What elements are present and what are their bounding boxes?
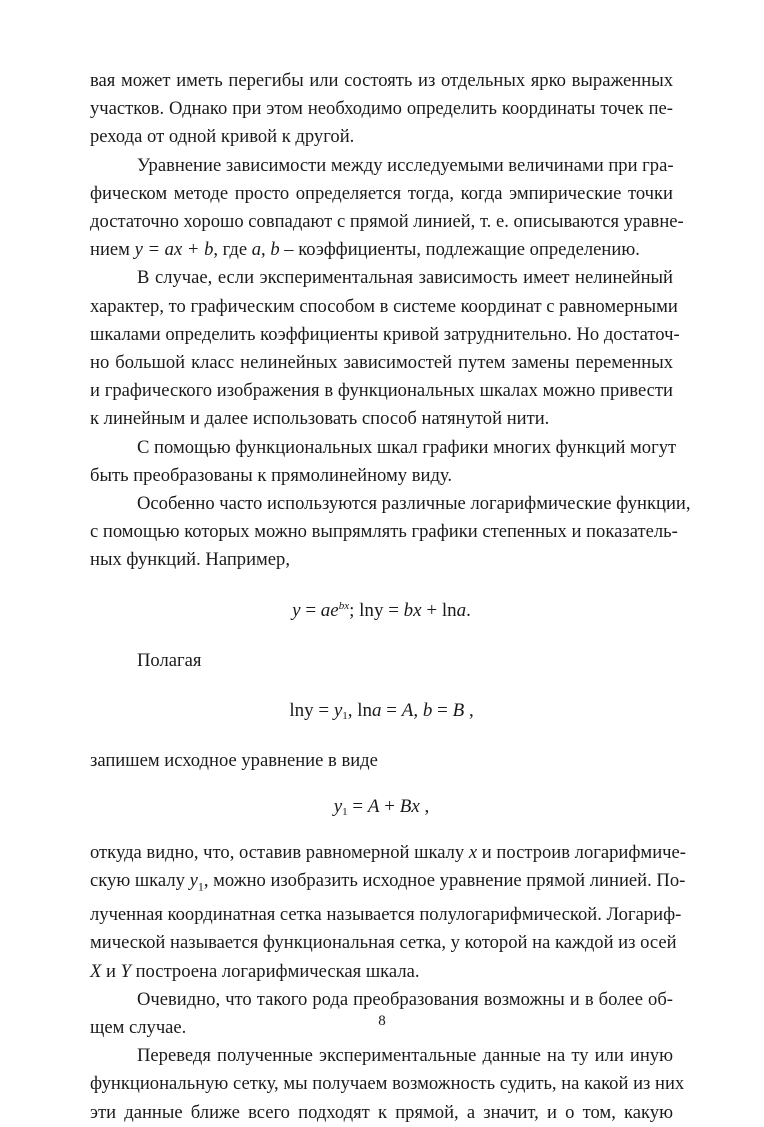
text-line: шкалами определить коэффициенты кривой затруднительно. Но достаточ-: [90, 323, 680, 345]
formula-symbol: a: [456, 599, 467, 621]
variable-Y: Y: [120, 960, 131, 982]
text-line: С помощью функциональных шкал графики многих функций могут: [137, 436, 677, 458]
formula-symbol: ;: [349, 599, 360, 621]
formula-symbol: +: [421, 599, 442, 621]
formula-symbol: =: [313, 699, 334, 721]
text-line: [90, 867, 686, 901]
text-line: щем случае.: [90, 1017, 187, 1038]
text-line: участков. Однако при этом необходимо определить координаты точек пе-: [90, 98, 673, 120]
inline-formula-linear: y = ax + b: [134, 239, 214, 261]
formula-symbol: y: [333, 796, 343, 818]
formula-symbol: .: [466, 599, 471, 621]
text-line: В случае, если экспериментальная зависимость имеет нелинейный: [137, 267, 673, 289]
text-line: быть преобразованы к прямолинейному виду.: [90, 464, 452, 486]
formula-symbol: ,: [419, 796, 430, 818]
formula-symbol: =: [381, 699, 402, 721]
text-line: вая может иметь перегибы или состоять из отдельных ярко выраженных: [90, 70, 673, 91]
formula-symbol: ln: [359, 599, 374, 621]
formula-symbol: ln: [441, 599, 457, 621]
formula-symbol: =: [347, 796, 368, 818]
text-line: функциональную сетку, мы получаем возможность судить, на какой из них: [90, 1073, 685, 1095]
text-line: [90, 839, 686, 867]
subscript: 1: [197, 879, 204, 894]
formula-exponent: bx: [338, 599, 350, 612]
text-line: запишем исходное уравнение в виде: [90, 749, 378, 771]
text-line: Переведя полученные экспериментальные данные на ту или иную: [137, 1045, 673, 1067]
formula-symbol: +: [379, 796, 400, 818]
text-line: эти данные ближе всего подходят к прямой, а значит, и о том, какую: [90, 1101, 673, 1123]
text-line: к линейным и далее использовать способ натянутой нити.: [90, 408, 550, 430]
variable-b: b: [270, 239, 280, 261]
paragraph-6: [90, 839, 686, 986]
paragraph-2: [90, 152, 684, 265]
variable-a: a: [251, 239, 262, 261]
text-fragment: скую шкалу: [90, 870, 190, 892]
text-line: ных функций. Например,: [90, 549, 291, 571]
formula-symbol: ,: [347, 699, 358, 721]
formula-symbol: y: [292, 599, 301, 621]
text-line: характер, то графическим способом в системе координат с равномерными: [90, 295, 678, 317]
formula-symbol: a: [320, 599, 331, 621]
formula-symbol: a: [372, 699, 382, 721]
paragraph-8: [90, 1042, 685, 1127]
variable-X: X: [90, 960, 102, 982]
text-line: [90, 236, 673, 264]
formula-substitution: [90, 697, 673, 725]
formula-exponential: [90, 597, 673, 625]
formula-symbol: A: [401, 699, 414, 721]
formula-symbol: ln: [289, 699, 305, 721]
formula-symbol: y: [304, 699, 314, 721]
formula-symbol: bx: [403, 599, 422, 621]
formula-symbol: ,: [464, 699, 474, 721]
formula-symbol: ln: [357, 699, 373, 721]
formula-symbol: A: [367, 796, 380, 818]
formula-symbol: B: [452, 699, 465, 721]
formula-subscript: 1: [342, 806, 348, 819]
text-fragment: и построив логарифмиче-: [477, 842, 686, 864]
formula-symbol: =: [300, 599, 321, 621]
text-line: Очевидно, что такого рода преобразования возможны и в более об-: [137, 988, 673, 1010]
text-line: Полагая: [137, 649, 202, 671]
text-line: Особенно часто используются различные логарифмические функции,: [137, 493, 691, 515]
text-line: но большой класс нелинейных зависимостей путем замены переменных: [90, 352, 673, 374]
text-fragment: откуда видно, что, оставив равномерной шкалу: [90, 842, 469, 864]
text-line: лученная координатная сетка называется полулогарифмической. Логариф-: [90, 904, 682, 926]
formula-symbol: y: [333, 699, 343, 721]
formula-symbol: y: [373, 599, 384, 621]
formula-linear-form: [90, 793, 673, 821]
formula-subscript: 1: [342, 709, 348, 722]
text-fragment: нием: [90, 239, 135, 261]
text-line: и графического изображения в функциональных шкалах можно привести: [90, 380, 673, 402]
page-number: 8: [378, 1013, 386, 1029]
document-page: [90, 67, 691, 1127]
formula-symbol: =: [383, 599, 404, 621]
formula-symbol: b: [422, 699, 433, 721]
text-fragment: , можно изобразить исходное уравнение прямой линией. По-: [203, 870, 686, 892]
paragraph-zapishem: [90, 747, 673, 775]
text-line: с помощью которых можно выпрямлять графики степенных и показатель-: [90, 521, 678, 543]
formula-symbol: =: [432, 699, 453, 721]
paragraph-1: [90, 67, 673, 152]
paragraph-5: [90, 490, 691, 575]
formula-symbol: e: [330, 599, 339, 621]
formula-symbol: Bx: [399, 796, 420, 818]
paragraph-4: [90, 434, 677, 490]
text-fragment: и: [101, 960, 121, 982]
text-fragment: , где: [213, 239, 252, 261]
text-line: рехода от одной кривой к другой.: [90, 126, 355, 148]
text-fragment: построена логарифмическая шкала.: [130, 960, 420, 982]
text-line: Уравнение зависимости между исследуемыми величинами при гра-: [137, 154, 674, 176]
text-fragment: ,: [261, 239, 271, 261]
paragraph-3: [90, 264, 680, 433]
text-line: достаточно хорошо совпадают с прямой линией, т. е. описываются уравне-: [90, 211, 684, 233]
variable-x: x: [468, 842, 478, 864]
text-line: [90, 958, 673, 986]
variable-y1: y: [189, 870, 198, 892]
formula-symbol: ,: [413, 699, 423, 721]
paragraph-polagaya: [90, 647, 673, 675]
text-line: мической называется функциональная сетка, у которой на каждой из осей: [90, 932, 677, 954]
text-fragment: – коэффициенты, подлежащие определению.: [279, 239, 640, 261]
text-line: фическом методе просто определяется тогда, когда эмпирические точки: [90, 182, 673, 204]
